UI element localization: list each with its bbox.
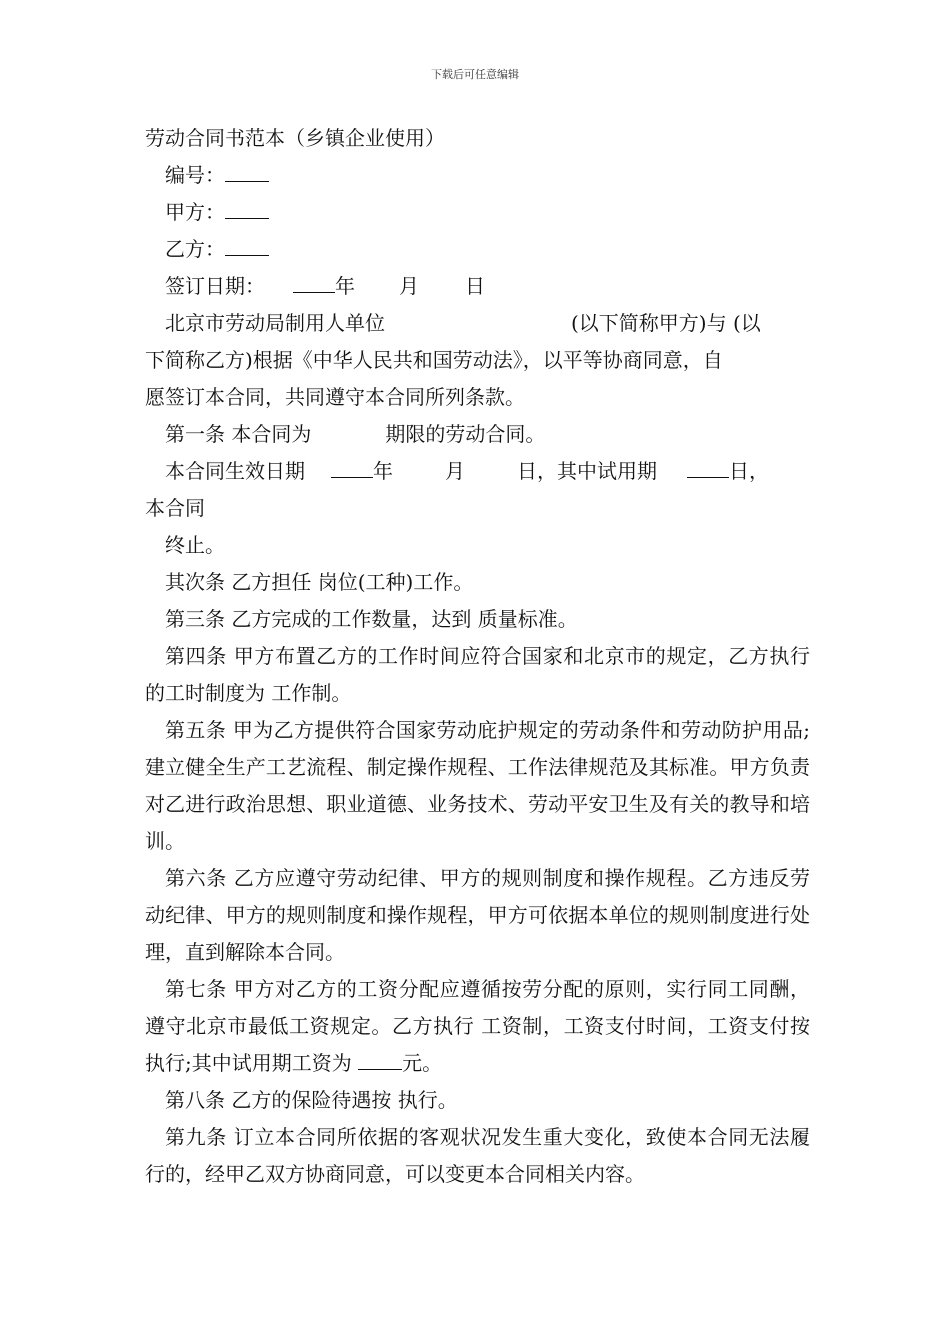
article-4: 第四条 甲方布置乙方的工作时间应符合国家和北京市的规定，乙方执行的工时制度为 工作制。 [145,644,810,705]
sign-month-label: 月 [399,274,419,298]
effective-label: 本合同生效日期 [165,459,305,483]
sign-year-blank [293,274,335,293]
number-label: 编号： [165,163,225,187]
article-5: 第五条 甲为乙方提供符合国家劳动庇护规定的劳动条件和劳动防护用品;建立健全生产工艺流程、制定操作规程、工作法律规范及其标准。甲方负责对乙进行政治思想、职业道德、业务技术、劳动平安卫生及有关的教导和培训。 [145,718,810,853]
document-title: 劳动合同书范本（乡镇企业使用） [145,126,445,150]
party-a-blank [225,200,269,219]
contract-line: 本合同 [145,496,205,520]
article-9: 第九条 订立本合同所依据的客观状况发生重大变化，致使本合同无法履行的，经甲乙双方协商同意，可以变更本合同相关内容。 [145,1125,810,1186]
effective-month-label: 月 [445,459,465,483]
probation-label: ，其中试用期 [537,459,657,483]
article-7-part-2: 元。 [402,1051,443,1075]
article-8: 第八条 乙方的保险待遇按 执行。 [165,1088,458,1112]
sign-date-label: 签订日期： [165,274,265,298]
party-b-line [145,231,810,268]
probation-end: 日， [729,459,769,483]
intro-line-1 [145,305,810,342]
party-b-blank [225,237,269,256]
article-7 [145,971,810,1082]
article-1-part-1: 第一条 本合同为 [165,422,312,446]
effective-year-blank [331,459,373,478]
sign-year-label: 年 [335,274,355,298]
article-1-part-2: 期限的劳动合同。 [385,422,546,446]
article-2: 其次条 乙方担任 岗位(工种)工作。 [165,570,474,594]
probation-wage-blank [358,1051,402,1070]
probation-blank [687,459,729,478]
sign-date-line [145,268,810,305]
effective-year-label: 年 [373,459,393,483]
party-a-label: 甲方： [165,200,225,224]
page-header-note: 下载后可任意编辑 [431,68,519,81]
sign-day-label: 日 [465,274,485,298]
article-6: 第六条 乙方应遵守劳动纪律、甲方的规则制度和操作规程。乙方违反劳动纪律、甲方的规则制度和操作规程，甲方可依据本单位的规则制度进行处理，直到解除本合同。 [145,866,810,964]
number-line [145,157,810,194]
intro-part-2: (以下简称甲方)与 (以 [571,311,761,335]
article-3: 第三条 乙方完成的工作数量，达到 质量标准。 [165,607,578,631]
party-b-label: 乙方： [165,237,225,261]
effective-day-label: 日 [517,459,537,483]
party-a-line [145,194,810,231]
intro-line-2: 下简称乙方)根据《中华人民共和国劳动法》，以平等协商同意，自 [145,348,723,372]
article-7-part-1: 第七条 甲方对乙方的工资分配应遵循按劳分配的原则，实行同工同酬，遵守北京市最低工资规定。乙方执行 工资制，工资支付时间，工资支付按 执行;其中试用期工资为 [145,977,810,1075]
intro-line-3: 愿签订本合同，共同遵守本合同所列条款。 [145,385,525,409]
article-1 [145,416,810,453]
document-body [145,120,810,1193]
intro-part-1: 北京市劳动局制用人单位 [165,311,385,335]
effective-date-line [145,453,810,490]
termination-line: 终止。 [165,533,225,557]
number-blank [225,163,269,182]
